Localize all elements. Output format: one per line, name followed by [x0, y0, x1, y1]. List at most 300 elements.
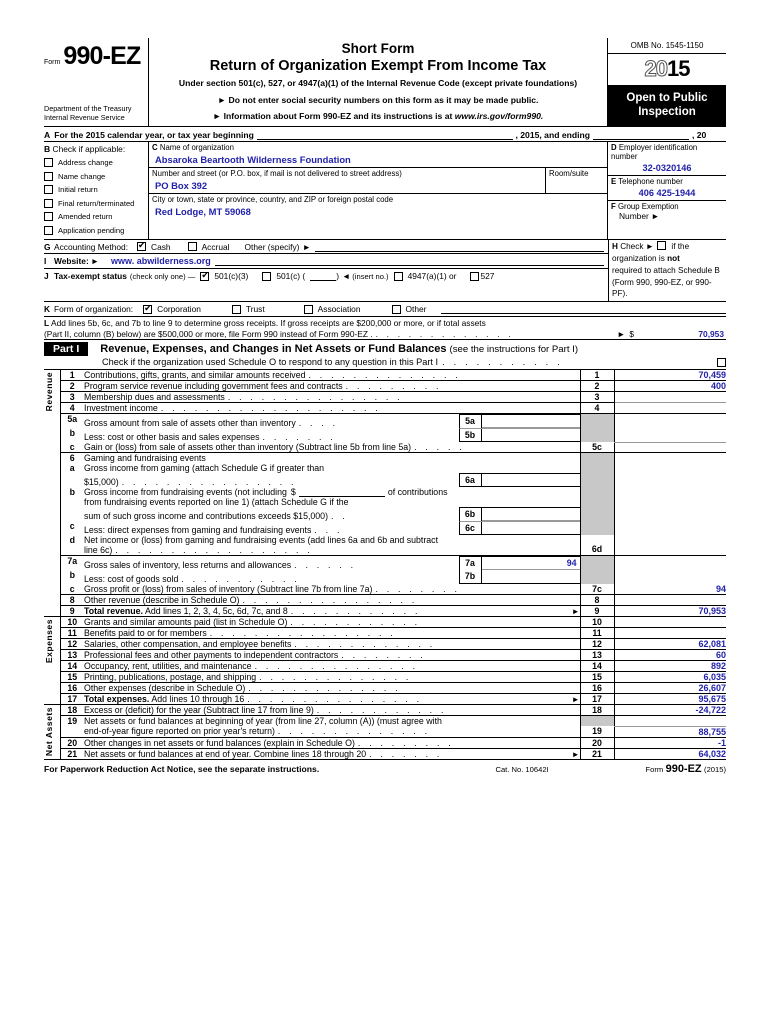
checkbox-label-other-org: Other — [405, 304, 427, 315]
header-right-block — [608, 38, 726, 126]
row-value-8[interactable] — [614, 595, 726, 606]
row-dots-14: . . . . . . . . . . . . . . . — [254, 661, 419, 672]
checkbox-label-association: Association — [317, 304, 361, 315]
table-row — [44, 628, 726, 639]
omb-number: OMB No. 1545-1150 — [608, 38, 726, 54]
row-num-19-cont — [60, 726, 84, 737]
row-dots-12: . . . . . . . . . . . . . — [294, 639, 436, 650]
row-desc-6a-line-2: $15,000) — [84, 477, 119, 488]
row-line-2: 2 — [580, 381, 614, 392]
row-desc-7a-text: Gross sales of inventory, less returns and allowances — [84, 560, 292, 571]
shade-cell-7b — [580, 570, 614, 584]
row-desc-1-text: Contributions, gifts, grants, and similar amounts received — [84, 370, 306, 381]
row-dots-3: . . . . . . . . . . . . . . . . — [227, 392, 403, 403]
row-desc-5a — [84, 414, 580, 429]
row-value-6b[interactable] — [482, 508, 580, 521]
row-desc-18 — [84, 705, 580, 716]
org-name-caption-text: Name of organization — [159, 142, 234, 152]
row-value-9[interactable]: 70,953 — [614, 606, 726, 617]
row-value-10[interactable] — [614, 617, 726, 628]
bullet-arrow-icon-2: ► — [212, 110, 222, 121]
row-value-14[interactable]: 892 — [614, 661, 726, 672]
row-num-18: 18 — [60, 705, 84, 716]
checkbox-label-amended-return: Amended return — [58, 212, 113, 222]
row-desc-6b-line-1 — [84, 487, 580, 497]
table-row — [44, 661, 726, 672]
part-1-tag: Part I — [44, 342, 88, 356]
row-desc-15 — [84, 672, 580, 683]
valcol-empty-6b — [614, 487, 726, 521]
checkbox-box-4947a1[interactable] — [394, 272, 403, 281]
section-l-line-1 — [44, 318, 726, 329]
side-label-expenses-text: Expenses — [44, 619, 54, 664]
row-desc-6a-line-1: Gross income from gaming (attach Schedule G if greater than — [84, 463, 325, 474]
row-value-1[interactable]: 70,459 — [614, 370, 726, 381]
table-row — [44, 453, 726, 464]
row-value-12[interactable]: 62,081 — [614, 639, 726, 650]
org-city-value[interactable]: Red Lodge, MT 59068 — [155, 205, 251, 217]
row-desc-17 — [84, 694, 580, 705]
checkbox-box-initial-return[interactable] — [44, 185, 53, 194]
section-i-label: Website: — [54, 256, 89, 267]
row-desc-6b-text-a: Gross income from fundraising events (not including — [84, 487, 287, 498]
row-desc-19-text-2: end-of-year figure reported on prior year's return) — [84, 726, 275, 737]
row-value-5a[interactable] — [482, 415, 580, 428]
row-dots-5a: . . . . — [298, 418, 339, 429]
row-desc-6d — [84, 535, 580, 556]
section-l-gross-receipts — [44, 317, 726, 340]
row-value-7b[interactable] — [482, 570, 580, 583]
form-footer — [44, 760, 726, 775]
insert-number-close-paren: ) — [336, 271, 339, 282]
checkbox-box-corporation[interactable] — [143, 305, 152, 314]
row-desc-7b — [84, 570, 580, 584]
section-h-line1-post: if the organization is — [612, 241, 690, 263]
table-row — [44, 650, 726, 661]
row-value-18[interactable]: -24,722 — [614, 705, 726, 716]
row-dots-7b: . . . . . . . . . . . — [181, 574, 300, 585]
row-desc-2 — [84, 381, 580, 392]
row-value-5b[interactable] — [482, 429, 580, 441]
row-desc-16-text: Other expenses (describe in Schedule O) — [84, 683, 246, 694]
row-dots-5c: . . . . . — [414, 442, 465, 453]
table-row — [44, 570, 726, 584]
section-l-line2-text: (Part II, column (B) below) are $500,000 or more, file Form 990 instead of Form 990-EZ . — [44, 329, 373, 340]
checkbox-label-501c3: 501(c)(3) — [214, 271, 249, 282]
row-desc-13 — [84, 650, 580, 661]
checkbox-box-cash[interactable] — [137, 242, 146, 251]
shade-cell-6a — [580, 463, 614, 487]
table-row — [44, 617, 726, 628]
bullet-arrow-icon: ► — [217, 94, 227, 105]
section-g-tag: G — [44, 241, 51, 252]
section-j-tag: J — [44, 271, 49, 282]
checkbox-final-return[interactable] — [44, 196, 146, 210]
row-desc-6d-line-1: Net income or (loss) from gaming and fundraising events (add lines 6a and 6b and subtract — [84, 535, 439, 546]
row-line-4: 4 — [580, 403, 614, 414]
checkbox-box-name-change[interactable] — [44, 172, 53, 181]
notice-no-ssn-text: Do not enter social security numbers on this form as it may be made public. — [228, 94, 539, 105]
shade-cell-6 — [580, 453, 614, 464]
row-dots-7a: . . . . . . — [294, 560, 357, 571]
row-line-11: 11 — [580, 628, 614, 639]
row-dots-21: . . . . . . . — [369, 748, 443, 759]
checkbox-box-address-change[interactable] — [44, 158, 53, 167]
row-desc-6b — [84, 487, 580, 521]
row-desc-20 — [84, 737, 580, 748]
department-block — [44, 104, 132, 122]
section-def-column — [608, 142, 726, 239]
part-1-title-note: (see the instructions for Part I) — [449, 344, 579, 356]
row-desc-5b-text: Less: cost or other basis and sales expenses — [84, 432, 260, 443]
section-l-arrow-icon: ► — [617, 329, 626, 340]
row-line-19: 19 — [580, 726, 614, 737]
checkbox-label-501c: 501(c) ( — [276, 271, 306, 282]
row-value-19[interactable]: 88,755 — [614, 726, 726, 737]
row-desc-8 — [84, 595, 580, 606]
checkbox-other-org[interactable] — [392, 304, 427, 314]
checkbox-box-schedule-b[interactable] — [657, 241, 666, 250]
header-left — [44, 38, 148, 126]
row-9-arrow-icon: ► — [571, 607, 580, 617]
org-room-field — [545, 168, 607, 193]
row-value-13[interactable]: 60 — [614, 650, 726, 661]
row-desc-6b-line-2: from fundraising events reported on line 1) (attach Schedule G if the — [84, 497, 349, 508]
row-desc-9-bold: Total revenue. — [84, 606, 143, 617]
checkbox-box-501c[interactable] — [262, 272, 271, 281]
row-dots-16: . . . . . . . . . . . . . . — [248, 683, 401, 694]
checkbox-accrual[interactable] — [188, 242, 230, 252]
row-num-5a: 5a — [67, 414, 78, 425]
title-short-form: Short Form — [341, 41, 415, 56]
row-desc-10-text: Grants and similar amounts paid (list in Schedule O) — [84, 617, 288, 628]
table-row — [44, 748, 726, 759]
website-arrow-icon: ► — [90, 256, 100, 267]
tax-year-box — [608, 54, 726, 86]
checkbox-527[interactable] — [470, 271, 494, 281]
form-header — [44, 38, 726, 127]
checkbox-box-other-org[interactable] — [392, 305, 401, 314]
section-l-gross-receipts-value[interactable]: 70,953 — [698, 329, 724, 340]
valcol-empty-19 — [614, 716, 726, 727]
row-desc-12 — [84, 639, 580, 650]
table-row — [44, 414, 726, 429]
org-street-caption: Number and street (or P.O. box, if mail is not delivered to street address) — [152, 168, 402, 178]
row-desc-4 — [84, 403, 580, 414]
checkbox-box-application-pending[interactable] — [44, 226, 53, 235]
row-dots-6b: . . — [331, 511, 348, 522]
section-h-line-3: (Form 990, 990-EZ, or 990-PF). — [612, 277, 712, 299]
row-value-5c[interactable] — [614, 442, 726, 453]
row-desc-7b-text: Less: cost of goods sold — [84, 574, 179, 585]
row-desc-20-text: Other changes in net assets or fund balances (explain in Schedule O) — [84, 737, 355, 748]
table-row — [44, 672, 726, 683]
section-h-arrow-icon: ► — [645, 241, 654, 251]
section-i-tag: I — [44, 256, 47, 267]
row-dots-11: . . . . . . . . . . . . . . . . . — [209, 628, 396, 639]
section-h-tag: H — [612, 241, 618, 251]
telephone-caption-text: Telephone number — [618, 176, 683, 186]
row-desc-21 — [84, 748, 580, 759]
checkbox-label-accrual: Accrual — [201, 241, 230, 252]
row-line-1: 1 — [580, 370, 614, 381]
footer-form-identifier — [645, 763, 726, 775]
form-number-label: 990-EZ — [63, 42, 141, 70]
checkbox-cash[interactable] — [137, 242, 171, 252]
row-num-5b: b — [69, 428, 75, 439]
org-city-caption: City or town, state or province, country, and ZIP or foreign postal code — [152, 194, 394, 204]
row-line-7b: 7b — [460, 570, 482, 583]
row-line-18: 18 — [580, 705, 614, 716]
row-line-7c: 7c — [580, 584, 614, 595]
row-value-21[interactable]: 64,032 — [614, 748, 726, 759]
section-h-line-2: required to attach Schedule B — [612, 265, 720, 275]
row-value-11[interactable] — [614, 628, 726, 639]
checkbox-box-trust[interactable] — [232, 305, 241, 314]
row-desc-17-bold: Total expenses. — [84, 694, 150, 705]
insert-arrow-icon: ◄ — [341, 271, 351, 282]
row-desc-5b — [84, 428, 580, 442]
row-value-16[interactable]: 26,607 — [614, 683, 726, 694]
row-line-12: 12 — [580, 639, 614, 650]
irs-url-text: www.irs.gov/form990. — [454, 110, 544, 121]
row-dots-1: . . . . . . . . . . . . . . — [308, 370, 461, 381]
row-dots-6c: . . . — [314, 525, 343, 536]
checkbox-box-schedule-o[interactable] — [717, 358, 726, 367]
row-line-5b: 5b — [460, 429, 482, 441]
checkbox-application-pending[interactable] — [44, 223, 146, 237]
footer-form-year: (2015) — [704, 764, 726, 774]
row-value-6a[interactable] — [482, 474, 580, 486]
row-num-3: 3 — [60, 392, 84, 403]
row-num-21: 21 — [67, 748, 78, 759]
row-num-2: 2 — [60, 381, 84, 392]
section-b-heading — [44, 144, 146, 154]
part-1-title-text: Revenue, Expenses, and Changes in Net Assets or Fund Balances — [100, 343, 447, 356]
section-b-list — [44, 156, 146, 237]
row-value-4[interactable] — [614, 403, 726, 414]
section-b-tag: B — [44, 143, 51, 154]
row-value-6c[interactable] — [482, 522, 580, 534]
row-6b-contributions-input[interactable] — [299, 487, 385, 497]
row-num-10: 10 — [60, 617, 84, 628]
row-line-6c: 6c — [460, 522, 482, 534]
row-value-2[interactable]: 400 — [614, 381, 726, 392]
row-num-6d: d — [60, 535, 84, 556]
website-value[interactable]: www. abwilderness.org — [111, 256, 211, 267]
checkbox-label-cash: Cash — [151, 241, 171, 252]
checkbox-501c3[interactable] — [200, 271, 248, 281]
checkbox-label-address-change: Address change — [58, 158, 113, 168]
row-line-7a: 7a — [460, 557, 482, 570]
row-dots-18: . . . . . . . . . . . . — [316, 705, 447, 716]
table-row — [44, 521, 726, 535]
ein-value[interactable]: 32-0320146 — [642, 162, 692, 173]
checkbox-label-4947a1: 4947(a)(1) or — [407, 271, 457, 282]
checkbox-box-amended-return[interactable] — [44, 212, 53, 221]
checkbox-address-change[interactable] — [44, 156, 146, 170]
table-row — [44, 683, 726, 694]
row-num-19: 19 — [67, 716, 78, 727]
checkbox-initial-return[interactable] — [44, 183, 146, 197]
shade-cell-6c — [580, 521, 614, 535]
accounting-other-input[interactable] — [315, 242, 604, 252]
row-a-tag: A — [44, 129, 51, 140]
row-line-6b: 6b — [460, 508, 482, 521]
row-desc-6c-text: Less: direct expenses from gaming and fundraising events — [84, 525, 312, 536]
notice-info-text: Information about Form 990-EZ and its instructions is at — [223, 110, 455, 121]
row-line-16: 16 — [580, 683, 614, 694]
checkbox-501c[interactable] — [262, 271, 305, 281]
row-line-10: 10 — [580, 617, 614, 628]
table-row — [44, 463, 726, 487]
row-line-6d: 6d — [580, 535, 614, 556]
org-name-value[interactable]: Absaroka Beartooth Wilderness Foundation — [155, 153, 351, 165]
group-exemption-number-label: Number — [619, 210, 649, 221]
checkbox-label-trust: Trust — [245, 304, 265, 315]
row-value-17[interactable]: 95,675 — [614, 694, 726, 705]
checkbox-box-527[interactable] — [470, 272, 479, 281]
row-desc-2-text: Program service revenue including government fees and contracts — [84, 381, 343, 392]
row-dots-17: . . . . . . . . . . . . . . . . — [247, 694, 423, 705]
section-l-line1-text: Add lines 5b, 6c, and 7b to line 9 to determine gross receipts. If gross receipts are $200,000 or more, or if total assets — [51, 318, 486, 329]
row-num-14: 14 — [60, 661, 84, 672]
row-value-20[interactable]: -1 — [614, 737, 726, 748]
year-suffix: 15 — [667, 56, 690, 81]
row-line-8: 8 — [580, 595, 614, 606]
row-desc-7c-text: Gross profit or (loss) from sales of inventory (Subtract line 7b from line 7a) — [84, 584, 373, 595]
row-dots-19: . . . . . . . . . . . . . . — [277, 726, 431, 737]
row-line-17: 17 — [580, 694, 614, 705]
department-line-2: Internal Revenue Service — [44, 112, 125, 122]
catalog-number: Cat. No. 10642I — [495, 764, 549, 774]
row-num-17: 17 — [60, 694, 84, 705]
checkbox-box-final-return[interactable] — [44, 199, 53, 208]
footer-form-word: Form — [645, 764, 664, 774]
org-room-caption: Room/suite — [549, 168, 589, 178]
row-desc-3 — [84, 392, 580, 403]
row-value-15[interactable]: 6,035 — [614, 672, 726, 683]
row-num-20: 20 — [60, 737, 84, 748]
section-k-tag: K — [44, 304, 51, 315]
valcol-empty-6c — [614, 521, 726, 535]
checkbox-box-501c3[interactable] — [200, 272, 209, 281]
row-6b-dollar-sign: $ — [290, 487, 296, 498]
row-dots-15: . . . . . . . . . . . . . . — [259, 672, 412, 683]
section-j-label: Tax-exempt status — [54, 271, 127, 282]
insert-number-input[interactable] — [310, 272, 336, 281]
group-exemption-field — [608, 201, 726, 222]
row-dots-7c: . . . . . . . . — [375, 584, 461, 595]
table-row — [44, 726, 726, 737]
section-j-note: (check only one) — — [129, 271, 196, 281]
row-desc-1 — [84, 370, 580, 381]
row-desc-16 — [84, 683, 580, 694]
row-line-5a: 5a — [460, 415, 482, 428]
row-desc-13-text: Professional fees and other payments to independent contractors — [84, 650, 339, 661]
tax-year-ending-input[interactable] — [593, 129, 689, 140]
row-desc-9 — [84, 606, 580, 617]
row-value-7c[interactable]: 94 — [614, 584, 726, 595]
open-to-public-line-1: Open to Public — [626, 92, 708, 104]
telephone-field — [608, 176, 726, 201]
row-line-21: 21 — [580, 748, 614, 759]
checkbox-label-corporation: Corporation — [157, 304, 201, 315]
row-desc-19-line-1 — [84, 716, 580, 727]
org-street-value[interactable]: PO Box 392 — [155, 179, 208, 191]
checkbox-box-association[interactable] — [304, 305, 313, 314]
side-label-net-assets — [44, 705, 60, 760]
checkbox-amended-return[interactable] — [44, 210, 146, 224]
shade-cell-5b — [580, 428, 614, 442]
checkbox-box-accrual[interactable] — [188, 242, 197, 251]
part-1-table — [44, 369, 726, 760]
checkbox-trust[interactable] — [232, 304, 265, 314]
form-identifier — [44, 38, 144, 69]
row-desc-7c — [84, 584, 580, 595]
checkbox-corporation[interactable] — [143, 304, 201, 314]
valcol-empty-7a — [614, 556, 726, 571]
telephone-value[interactable]: 406 425-1944 — [638, 187, 696, 198]
row-desc-6a — [84, 463, 580, 487]
side-label-net-assets-text: Net Assets — [44, 707, 54, 757]
row-desc-7a — [84, 556, 580, 571]
part-1-title — [100, 343, 578, 355]
group-exemption-arrow-icon: ► — [651, 210, 660, 221]
org-room-value[interactable] — [549, 178, 604, 192]
row-value-7a[interactable]: 94 — [482, 557, 580, 570]
side-label-revenue-text: Revenue — [44, 372, 54, 412]
row-value-6d[interactable] — [614, 535, 726, 556]
row-desc-14 — [84, 661, 580, 672]
section-k-label: Form of organization: — [54, 304, 134, 315]
table-row — [44, 606, 726, 617]
row-dots-2: . . . . . . . . . — [345, 381, 442, 392]
row-num-16: 16 — [60, 683, 84, 694]
tax-year-beginning-input[interactable] — [257, 129, 513, 140]
row-line-14: 14 — [580, 661, 614, 672]
telephone-caption — [611, 177, 723, 186]
checkbox-association[interactable] — [304, 304, 361, 314]
row-desc-6b-text-b: of contributions — [387, 487, 448, 498]
table-row — [44, 556, 726, 571]
accounting-other-label: Other (specify) — [244, 241, 300, 252]
row-desc-17-text: Add lines 10 through 16 — [151, 694, 245, 705]
row-desc-19-line-2 — [84, 726, 580, 737]
table-row — [44, 716, 726, 727]
row-num-15: 15 — [60, 672, 84, 683]
section-b-checkboxes — [44, 142, 148, 239]
row-desc-5c — [84, 442, 580, 453]
row-num-11: 11 — [60, 628, 84, 639]
open-to-public-banner — [608, 86, 726, 126]
other-org-input[interactable] — [441, 304, 726, 314]
footer-form-number: 990-EZ — [665, 762, 702, 775]
schedule-o-leader-dots: . . . . . . . . . . . — [442, 357, 563, 368]
row-desc-8-text: Other revenue (describe in Schedule O) — [84, 595, 240, 606]
checkbox-4947a1[interactable] — [394, 271, 457, 281]
table-row — [44, 535, 726, 556]
shade-cell-5a — [580, 414, 614, 429]
row-a-tax-year — [44, 127, 726, 142]
row-value-3[interactable] — [614, 392, 726, 403]
section-l-tag: L — [44, 318, 50, 329]
checkbox-name-change[interactable] — [44, 169, 146, 183]
website-input-underline[interactable] — [215, 256, 604, 266]
row-line-3: 3 — [580, 392, 614, 403]
row-desc-5c-text: Gain or (loss) from sale of assets other than inventory (Subtract line 5b from line 5a) — [84, 442, 412, 453]
group-exemption-caption-text: Group Exemption — [617, 201, 679, 211]
